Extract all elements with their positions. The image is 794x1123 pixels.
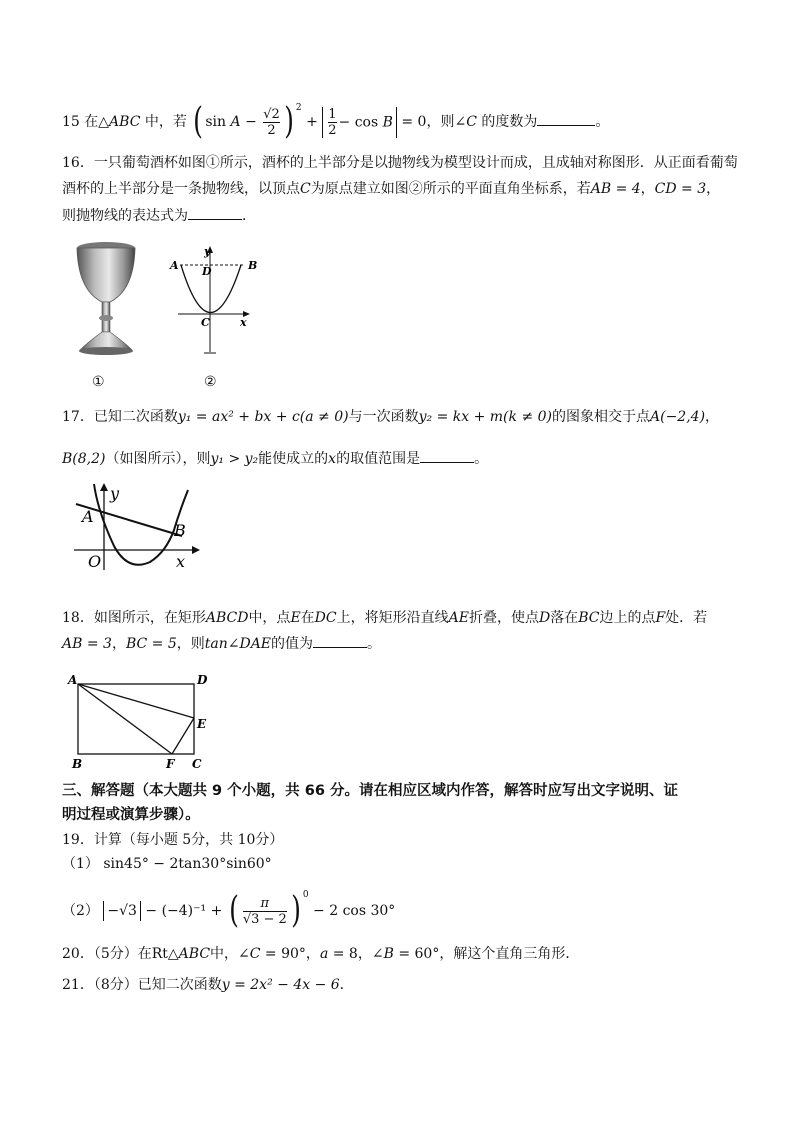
q15-lead: 15 在△: [62, 114, 110, 130]
label-b: B: [248, 259, 258, 272]
q16-cd: CD = 3: [654, 181, 707, 197]
q19-lparen: (: [228, 890, 239, 931]
q19-p2-label: （2）: [62, 903, 99, 919]
label-y: y: [204, 245, 211, 258]
q21-line: [62, 975, 354, 995]
q17-y1: y₁ = ax² + bx + c(a ≠ 0): [177, 409, 349, 425]
label-b: B: [174, 521, 186, 540]
goblet-photo: [66, 238, 146, 360]
q18-line2-c: 的值为: [271, 636, 314, 652]
label-b: B: [72, 757, 83, 770]
q18-answer-blank[interactable]: [313, 633, 367, 648]
q18-bc: BC: [578, 610, 600, 626]
q20-tri: ABC: [178, 946, 211, 962]
q16-line3-end: ．: [242, 208, 256, 224]
q17-line2-b: 能使成立的: [258, 451, 329, 467]
q15-plus: +: [306, 114, 318, 130]
q19-exp: 0: [302, 890, 309, 901]
q20-d: = 8，∠: [328, 946, 384, 962]
q15-c: C: [466, 114, 477, 130]
label-d: D: [202, 265, 212, 278]
q18-line1-e: 折叠，使点: [468, 610, 539, 626]
q18-rect: ABCD: [205, 610, 249, 626]
parabola-figure: [166, 244, 266, 358]
q20-b: 中，∠: [210, 946, 250, 962]
q18-line1-f: 落在: [550, 610, 579, 626]
q18-line1-a: 18．如图所示，在矩形: [62, 610, 206, 626]
q16-line3-text: 则抛物线的表达式为: [62, 208, 188, 224]
q16-line2: [62, 179, 720, 199]
q18-dc: DC: [314, 610, 337, 626]
fig2-label: ②: [204, 374, 217, 390]
goblet-svg: [66, 238, 146, 360]
q19-title: 19．计算（每小题 5分，共 10分）: [62, 832, 284, 848]
q17-line2-a: （如图所示），则: [105, 451, 211, 467]
q19-p2-tail: − 2 cos 30°: [313, 903, 396, 919]
q16-c: C: [300, 181, 311, 197]
label-a: A: [68, 673, 78, 687]
q17-line2-c: 的取值范围是: [336, 451, 421, 467]
q20-b-var: B: [383, 946, 394, 962]
q18-figure: [66, 670, 216, 770]
q16-line2-a: 酒杯的上半部分是一条抛物线，以顶点: [62, 181, 300, 197]
q17-point-a: A(−2,4): [650, 409, 706, 425]
q17-figure: [66, 482, 206, 572]
q15-frac-half: [328, 107, 336, 138]
segment-af: [78, 684, 172, 754]
q18-line1-g: 边上的点: [599, 610, 656, 626]
label-a: A: [82, 507, 94, 526]
q15-abs: [322, 107, 397, 138]
q15-lparen: (: [193, 101, 204, 142]
q17-line1-c: 的图象相交于点: [552, 409, 650, 425]
q18-tan: tan∠DAE: [204, 636, 272, 652]
section3-heading-line2: 明过程或演算步骤）。: [62, 807, 200, 823]
q16-comma: ，: [640, 181, 655, 197]
q16-end-comma: ，: [706, 181, 721, 197]
q18-svg: [66, 670, 216, 770]
label-x: x: [240, 316, 247, 329]
q19-den: √3 − 2: [242, 911, 287, 927]
q15-eq0: = 0: [401, 114, 427, 130]
q17-point-b: B(8,2): [62, 451, 106, 467]
q15-line: [62, 101, 610, 142]
q18-line1: [62, 608, 707, 628]
q18-line2: [62, 633, 381, 654]
q20-e: = 60°，解这个直角三角形．: [393, 946, 580, 962]
q17-svg: [66, 482, 206, 572]
q15-square: 2: [295, 103, 302, 114]
q17-line1-a: 17．已知二次函数: [62, 409, 178, 425]
q16-line1: 16．一只葡萄酒杯如图①所示，酒杯的上半部分是以抛物线为模型设计而成，且成轴对称图形．从正面看葡萄: [62, 155, 738, 171]
q19-p2-mid: − (−4)⁻¹ +: [145, 903, 223, 919]
label-o: O: [88, 552, 102, 571]
q18-f: F: [655, 610, 666, 626]
q21-func: y = 2x² − 4x − 6: [221, 977, 340, 993]
q15-mid: 中，若: [140, 114, 187, 130]
q17-x: x: [328, 451, 337, 467]
fig1-label: ①: [92, 374, 105, 390]
label-c: C: [201, 316, 210, 329]
q20-a-var: a: [319, 946, 329, 962]
q15-end: 。: [595, 114, 610, 130]
q20-a: 20．（5分）在Rt△: [62, 946, 179, 962]
q18-comma: ，: [111, 636, 126, 652]
label-d: D: [197, 673, 208, 687]
q20-c: C: [249, 946, 261, 962]
rect-abcd: [78, 684, 194, 754]
q15-tail-post: 的度数为: [476, 114, 538, 130]
q19-rparen: ): [290, 890, 301, 931]
q15-b: B: [382, 114, 393, 130]
segment-ae: [78, 684, 194, 718]
section3-heading-line1: 三、解答题（本大题共 9 个小题，共 66 分。请在相应区域内作答，解答时应写出文字说明、证: [62, 783, 678, 799]
x-arrow: [192, 546, 200, 554]
q17-ineq: y₁ > y₂: [210, 451, 259, 467]
q19-part2: [62, 890, 396, 931]
label-a: A: [170, 259, 179, 272]
q21-a: 21．（8分）已知二次函数: [62, 977, 222, 993]
q18-line1-b: 中，点: [248, 610, 291, 626]
segment-fe: [172, 718, 194, 754]
q17-line1: [62, 407, 719, 427]
q17-line2: [62, 448, 488, 469]
label-f: F: [166, 757, 175, 770]
q18-ae: AE: [448, 610, 469, 626]
q18-line1-h: 处．若: [665, 610, 708, 626]
q15-sin: sin: [205, 114, 231, 130]
label-x: x: [176, 552, 186, 571]
label-e: E: [197, 717, 207, 731]
q18-line1-c: 在: [300, 610, 315, 626]
goblet-bowl: [77, 248, 135, 302]
goblet-knot: [99, 315, 113, 321]
q15-tail-pre: ，则∠: [426, 114, 467, 130]
q16-line3: [62, 205, 256, 226]
q19-part1: （1） sin45° − 2tan30°sin60°: [62, 856, 272, 872]
q17-answer-blank[interactable]: [420, 448, 474, 463]
label-y: y: [110, 484, 120, 503]
q15-half-den: 2: [328, 122, 337, 138]
q15-a: A: [230, 114, 241, 130]
q21-end: ．: [339, 977, 354, 993]
q17-line2-end: 。: [474, 451, 489, 467]
q15-triangle: ABC: [109, 114, 141, 130]
q19-p2-abs: −√3: [103, 901, 141, 921]
goblet-base: [79, 347, 133, 355]
q17-y2: y₂ = kx + m(k ≠ 0): [418, 409, 552, 425]
q16-line2-b: 为原点建立如图②所示的平面直角坐标系，若: [310, 181, 591, 197]
q18-ab: AB = 3: [62, 636, 112, 652]
q18-line2-b: ，则: [176, 636, 205, 652]
q18-line2-end: 。: [367, 636, 382, 652]
q18-d: D: [538, 610, 551, 626]
q15-frac-sqrt2: [263, 107, 280, 138]
q18-line1-d: 上，将矩形沿直线: [336, 610, 449, 626]
y-arrow: [100, 483, 108, 491]
q19-pi: π: [260, 895, 270, 911]
q16-answer-blank[interactable]: [188, 205, 242, 220]
q18-e: E: [290, 610, 301, 626]
parabola-svg: [166, 244, 266, 358]
q17-line1-b: 与一次函数: [348, 409, 419, 425]
q19-frac: [243, 896, 287, 927]
q18-bc-eq: BC = 5: [125, 636, 177, 652]
q15-minus: −: [240, 114, 262, 130]
q17-line1-end: ，: [705, 409, 720, 425]
q15-answer-blank[interactable]: [537, 111, 595, 126]
q15-rparen: ): [283, 101, 294, 142]
q15-sqrt2-num: √2: [263, 106, 280, 122]
label-c: C: [192, 757, 202, 770]
q20-line: [62, 944, 579, 964]
q20-c-text: = 90°，: [260, 946, 320, 962]
q15-sqrt2-den: 2: [263, 122, 280, 138]
q16-ab: AB = 4: [590, 181, 641, 197]
q15-cos: − cos: [338, 114, 383, 130]
q15-half-num: 1: [328, 106, 337, 122]
